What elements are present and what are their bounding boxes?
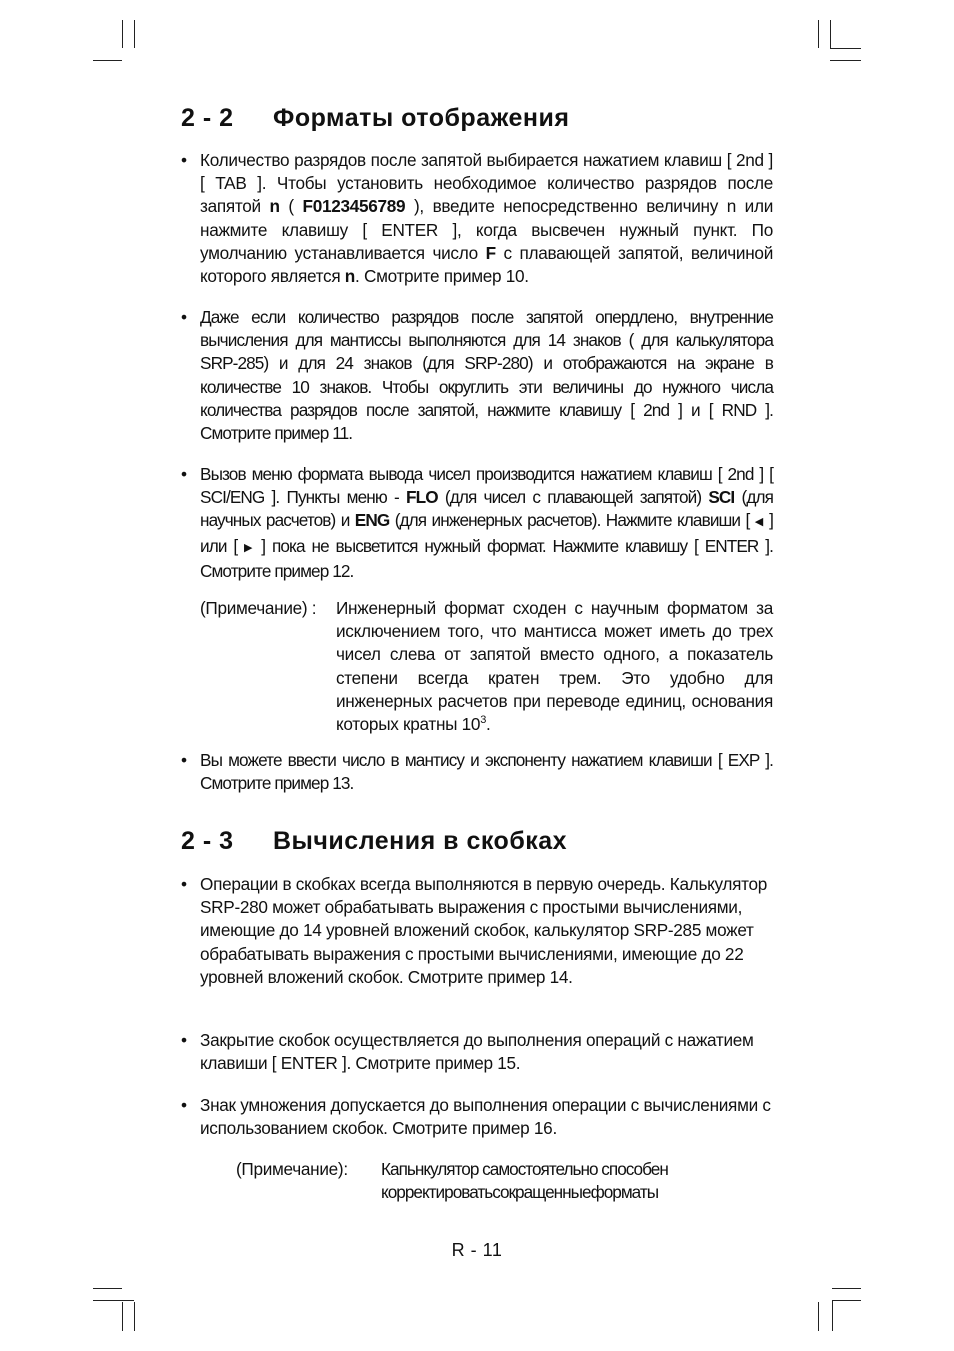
bullet-item <box>181 463 773 583</box>
bullet-dot: • <box>181 307 187 327</box>
crop-mark <box>818 20 819 48</box>
crop-mark <box>93 1288 122 1289</box>
page-number: R - 11 <box>451 1240 503 1260</box>
bullet-item <box>181 306 773 445</box>
crop-mark <box>832 1300 833 1331</box>
bullet-item <box>181 149 773 288</box>
crop-mark <box>832 1300 861 1301</box>
crop-mark <box>134 1302 135 1331</box>
note-block <box>200 597 773 736</box>
section-title: Форматы отображения <box>273 104 570 132</box>
note-text: Капьнкулятор самостоятельно способен корректироватьсокращенныеформаты <box>381 1159 668 1203</box>
bullet-text: Знак умножения допускается до выполнения операции с вычислениями с использованием скобок. Смотрите пример 16. <box>200 1095 771 1139</box>
bullet-item <box>181 749 773 795</box>
bullet-item <box>181 873 773 989</box>
note-block <box>236 1158 796 1204</box>
crop-mark <box>122 20 123 48</box>
bullet-dot: • <box>181 1095 187 1115</box>
bullet-item <box>181 1029 773 1075</box>
bullet-dot: • <box>181 464 187 484</box>
note-label: (Примечание) : <box>200 598 317 618</box>
section-heading-2-2 <box>181 104 569 133</box>
crop-mark <box>122 1302 123 1331</box>
section-number: 2 - 3 <box>181 827 234 855</box>
crop-mark <box>830 60 861 61</box>
note-label: (Примечание): <box>236 1159 348 1179</box>
crop-mark <box>134 20 135 48</box>
bullet-dot: • <box>181 1030 187 1050</box>
bullet-text: Закрытие скобок осуществляется до выполнения операций с нажатием клавиши [ ENTER ]. Смотрите пример 15. <box>200 1030 754 1074</box>
bullet-text: Количество разрядов после запятой выбирается нажатием клавиш [ 2nd ] [ TAB ]. Чтобы установить необходимое количество разрядов после запятой n ( F0123456789 ), введите непосредственно величину n или нажмите клавишу [ ENTER ], когда высвечен нужный пункт. По умолчанию устанавливается число F с плавающей запятой, величиной которого является n. Смотрите пример 10. <box>200 150 774 287</box>
section-number: 2 - 2 <box>181 104 234 132</box>
bullet-text: Вы можете ввести число в мантису и экспоненту нажатием клавиши [ EXP ]. Смотрите пример 13. <box>200 750 773 794</box>
section-title: Вычисления в скобках <box>273 827 568 855</box>
right-arrow-icon: ▶ <box>244 541 255 554</box>
bullet-dot: • <box>181 150 187 170</box>
bullet-text: Даже если количество разрядов после запятой опердлено, внутренние вычисления для мантиссы выполняются для 14 знаков ( для калькулятора SRP-285) и для 24 знаков (для SRP-280) и отображаются на экране в количестве 10 знаков. Чтобы округлить эти величины до нужного числа количества разрядов после запятой, нажмите клавишу [ 2nd ] и [ RND ]. Смотрите пример 11. <box>200 307 773 444</box>
bullet-item <box>181 1094 773 1140</box>
left-arrow-icon: ◀ <box>754 516 764 529</box>
superscript: 3 <box>480 714 487 727</box>
crop-mark <box>832 1288 861 1289</box>
bullet-text: Операции в скобках всегда выполняются в первую очередь. Калькулятор SRP-280 может обрабатывать выражения с простыми вычислениями, имеющие до 14 уровней вложений скобок, калькулятор SRP-285 может обрабатывать выражения с простыми вычислениями, имеющие до 22 уровней вложений скобок. Смотрите пример 14. <box>200 874 768 987</box>
section-heading-2-3 <box>181 827 567 856</box>
crop-mark <box>93 60 122 61</box>
crop-mark <box>830 48 861 49</box>
bullet-text: Вызов меню формата вывода чисел производится нажатием клавиш [ 2nd ] [ SCI/ENG ]. Пункты меню - FLO (для чисел с плавающей запятой) SCI (для научных расчетов) и ENG (для инженерных расчетов). Нажмите клавиши [ ◀ ] или [ ▶ ] пока не высветится нужный формат. Нажмите клавишу [ ENTER ]. Смотрите пример 12. <box>200 464 774 581</box>
crop-mark <box>93 1300 134 1301</box>
note-text: Инженерный формат сходен с научным форматом за исключением того, что мантисса может иметь до трех чисел слева от запятой вместо одного, а показатель степени всегда кратен трем. Это удобно для инженерных расчетов при переводе единиц, основания которых кратны $10^3$. <box>336 598 773 735</box>
crop-mark <box>830 20 831 48</box>
crop-mark <box>818 1302 819 1331</box>
bullet-dot: • <box>181 874 187 894</box>
bullet-dot: • <box>181 750 187 770</box>
